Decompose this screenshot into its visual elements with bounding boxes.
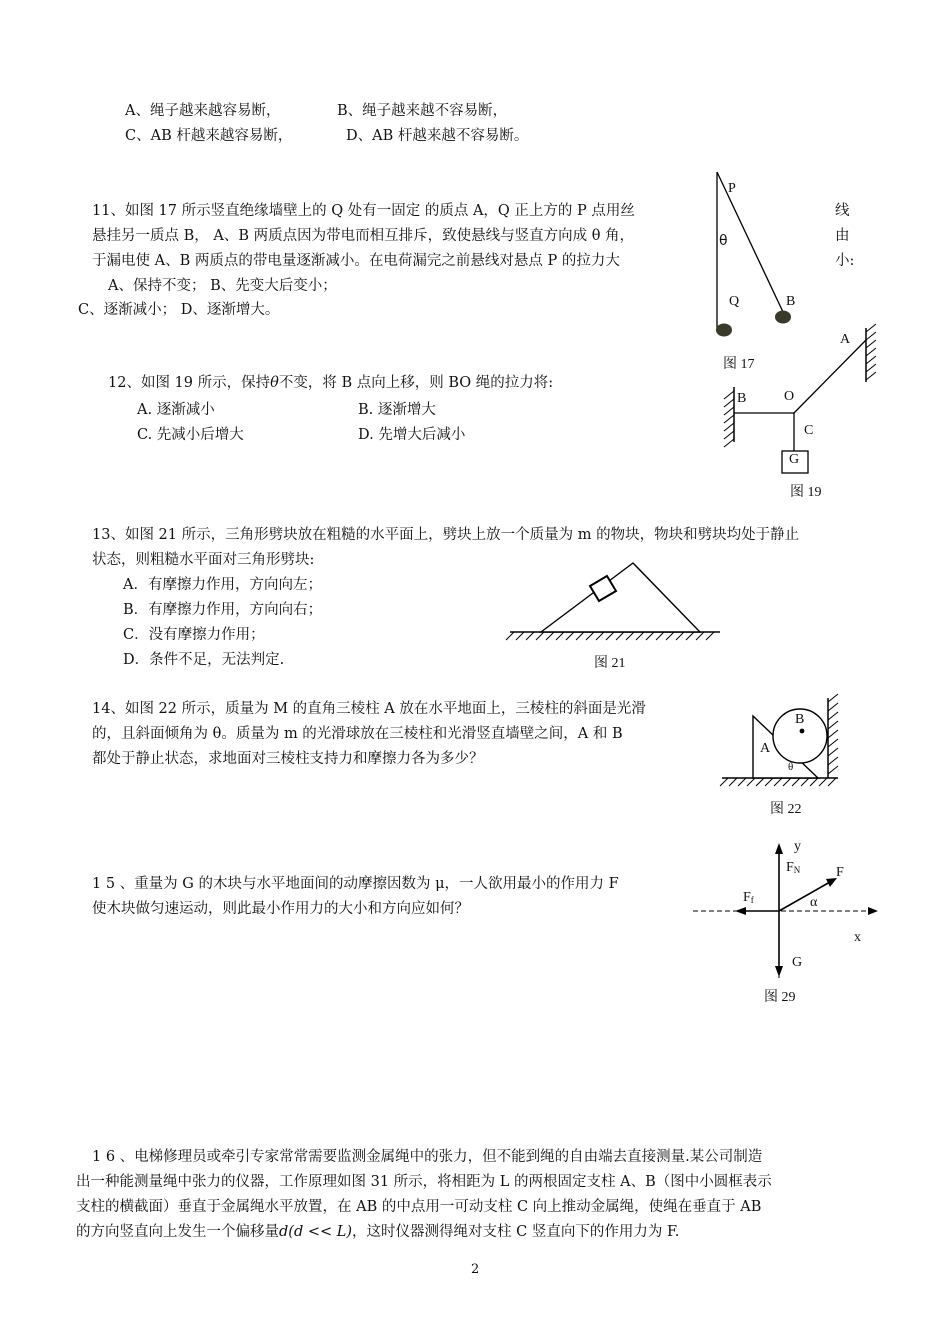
q11-options-ab: A、保持不变； B、先变大后变小； <box>108 278 337 294</box>
fig29-label-fn <box>786 861 800 875</box>
q12-option-a: A. 逐渐减小 <box>137 402 215 418</box>
fig17-label-b: B <box>786 294 796 309</box>
q15-stem-line2: 使木块做匀速运动，则此最小作用力的大小和方向应如何？ <box>92 901 469 917</box>
q13-option-b: B．有摩擦力作用，方向向右； <box>123 602 323 618</box>
fig29-label-alpha: α <box>810 895 818 910</box>
q11-stem-line3: 于漏电使 A、B 两质点的带电量逐渐减小。在电荷漏完之前悬线对悬点 P 的拉力大 <box>92 253 620 269</box>
fig29-label-ff <box>743 891 754 905</box>
q11-stem-line2-tail: 由 <box>835 228 850 244</box>
q12-stem-theta: θ <box>270 375 279 391</box>
q13-option-d: D．条件不足，无法判定. <box>123 652 285 668</box>
q10-option-c: C、AB 杆越来越容易断， <box>125 128 293 144</box>
q12-option-b: B. 逐渐增大 <box>358 402 436 418</box>
q11-stem-line3-tail: 小: <box>835 253 855 269</box>
q11-options-cd: C、逐渐减小； D、逐渐增大。 <box>78 302 280 318</box>
q14-stem-line3: 都处于静止状态，求地面对三棱柱支持力和摩擦力各为多少？ <box>92 751 484 767</box>
q12-stem-pre: 12、如图 19 所示，保持 <box>108 375 271 391</box>
fig22-label-theta: θ <box>788 761 794 773</box>
q16-stem-line4-post: ，这时仪器测得绳对支柱 C 竖直向下的作用力为 F. <box>352 1224 680 1240</box>
fig29-label-x: x <box>854 930 861 945</box>
q13-stem-line1: 13、如图 21 所示，三角形劈块放在粗糙的水平面上，劈块上放一个质量为 m 的物块，物块和劈块均处于静止 <box>92 527 800 543</box>
q12-option-c: C. 先减小后增大 <box>137 427 244 443</box>
q11-stem-line2: 悬挂另一质点 B， A、B 两质点因为带电而相互排斥，致使悬线与竖直方向成 θ 角， <box>92 228 635 244</box>
fig29-label-y: y <box>794 839 801 854</box>
q13-option-a: A．有摩擦力作用，方向向左； <box>123 577 322 593</box>
q10-option-d: D、AB 杆越来越不容易断。 <box>346 128 529 144</box>
q16-stem-line4 <box>76 1225 679 1240</box>
fig29-label-fn-main: F <box>786 860 794 875</box>
fig29-label-fn-sub: N <box>793 865 801 875</box>
q11-stem-line1-tail: 线 <box>835 203 850 219</box>
fig29-label-f: F <box>836 865 844 880</box>
q12-stem-post: 不变，将 B 点向上移，则 BO 绳的拉力将: <box>278 375 554 391</box>
q16-stem-line4-math: d(d << L) <box>279 1224 353 1240</box>
q16-stem-line4-pre: 的方向竖直向上发生一个偏移量 <box>76 1224 279 1240</box>
fig19-caption: 图 19 <box>790 485 822 500</box>
fig17-label-q: Q <box>729 294 740 309</box>
fig22-label-a: A <box>760 741 771 756</box>
fig22-label-b: B <box>795 712 805 727</box>
q15-stem-line1: 1 5 、重量为 G 的木块与水平地面间的动摩擦因数为 μ，一人欲用最小的作用力 F <box>92 876 619 892</box>
page-number: 2 <box>471 1262 480 1277</box>
fig17-caption: 图 17 <box>723 357 755 372</box>
q13-stem-line2: 状态，则粗糙水平面对三角形劈块: <box>92 552 315 568</box>
q12-option-d: D. 先增大后减小 <box>358 427 466 443</box>
q11-stem-line1: 11、如图 17 所示竖直绝缘墙壁上的 Q 处有一固定 的质点 A，Q 正上方的 P 点用丝 <box>92 203 635 219</box>
fig17-label-theta: θ <box>719 233 728 249</box>
q10-option-a: A、绳子越来越容易断， <box>125 103 281 119</box>
q10-option-b: B、绳子越来越不容易断， <box>337 103 508 119</box>
q16-stem-line1: 1 6 、电梯修理员或牵引专家常常需要监测金属绳中的张力，但不能到绳的自由端去直接测量.某公司制造 <box>92 1149 763 1165</box>
fig21-caption: 图 21 <box>594 656 626 671</box>
q16-stem-line3: 支柱的横截面）垂直于金属绳水平放置，在 AB 的中点用一可动支柱 C 向上推动金属绳，使绳在垂直于 AB <box>76 1199 762 1215</box>
fig19-label-a: A <box>840 332 851 347</box>
q13-option-c: C．没有摩擦力作用； <box>123 627 265 643</box>
fig19-label-c: C <box>804 423 814 438</box>
q14-stem-line2: 的，且斜面倾角为 θ。质量为 m 的光滑球放在三棱柱和光滑竖直墙壁之间，A 和 B <box>92 726 623 742</box>
q16-stem-line2: 出一种能测量绳中张力的仪器，工作原理如图 31 所示，将相距为 L 的两根固定支柱 A、B（图中小圆框表示 <box>76 1174 772 1190</box>
fig22-caption: 图 22 <box>770 802 802 817</box>
fig29-caption: 图 29 <box>764 990 796 1005</box>
q14-stem-line1: 14、如图 22 所示，质量为 M 的直角三棱柱 A 放在水平地面上，三棱柱的斜面是光滑 <box>92 701 646 717</box>
fig29-label-g: G <box>792 955 803 970</box>
fig29-label-ff-sub: f <box>750 895 754 905</box>
fig29-label-ff-main: F <box>743 890 751 905</box>
fig19-label-b: B <box>737 391 747 406</box>
fig19-label-o: O <box>784 389 795 404</box>
fig19-label-g: G <box>789 452 800 467</box>
fig17-label-p: P <box>728 181 736 196</box>
